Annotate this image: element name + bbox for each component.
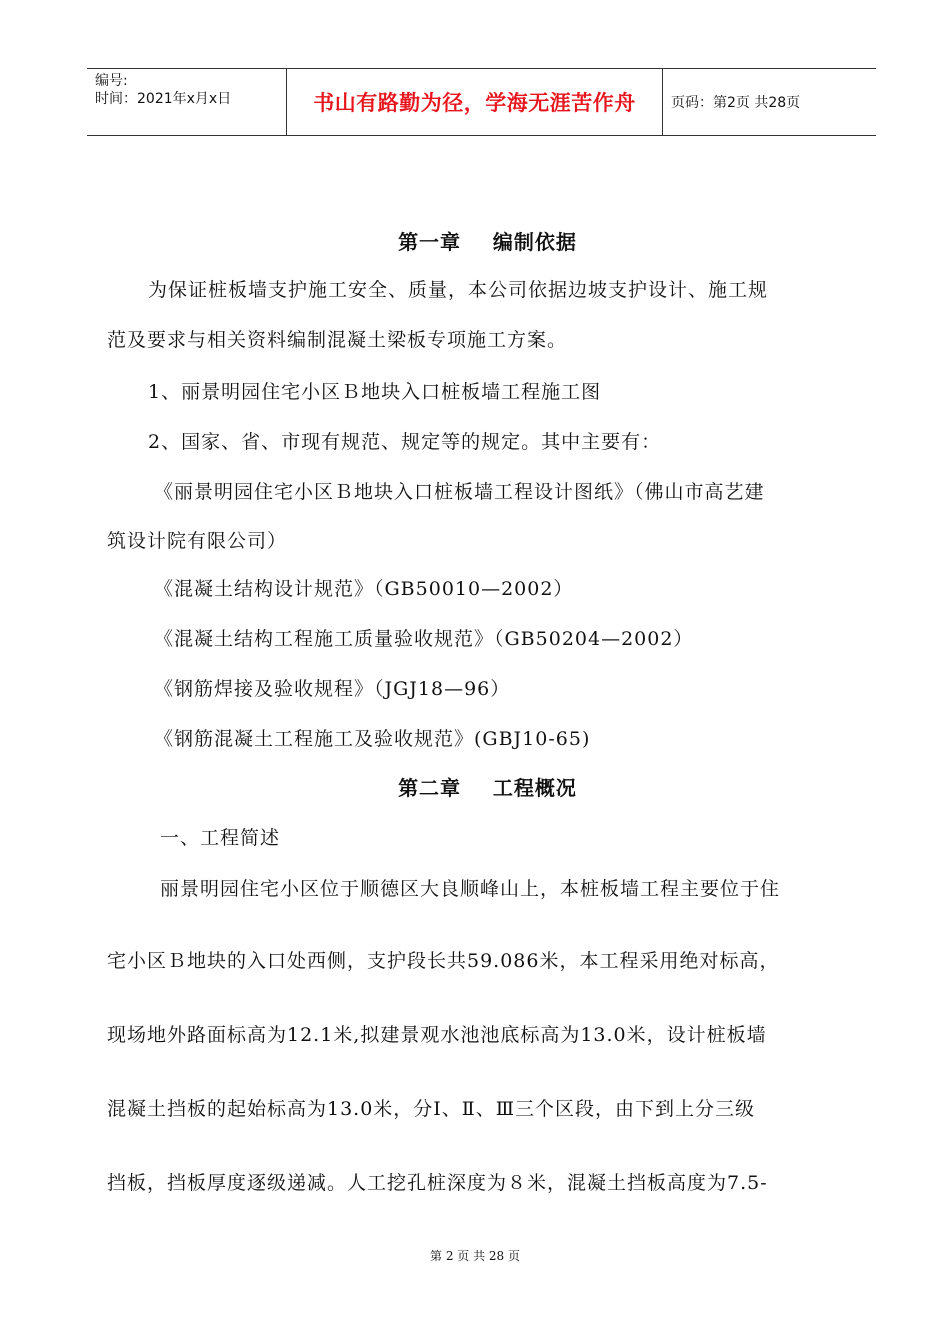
header-page-label: 页码：第2页 共28页 bbox=[671, 95, 801, 111]
reference-line: 《钢筋混凝土工程施工及验收规范》(GBJ10-65) bbox=[154, 728, 591, 750]
section-heading: 一、工程简述 bbox=[160, 827, 281, 849]
reference-line: 《丽景明园住宅小区Ｂ地块入口桩板墙工程设计图纸》（佛山市高艺建 bbox=[154, 481, 765, 503]
paragraph-line: 宅小区Ｂ地块的入口处西侧，支护段长共59.086米，本工程采用绝对标高， bbox=[107, 950, 780, 972]
reference-line: 《混凝土结构工程施工质量验收规范》（GB50204—2002） bbox=[154, 628, 694, 650]
document-time-label: 时间：2021年x月x日 bbox=[95, 91, 232, 107]
reference-line: 《混凝土结构设计规范》（GB50010—2002） bbox=[154, 578, 574, 600]
list-item: 1、丽景明园住宅小区Ｂ地块入口桩板墙工程施工图 bbox=[148, 381, 602, 403]
page-header bbox=[87, 68, 876, 136]
header-motto-cell bbox=[287, 69, 663, 135]
paragraph-line: 现场地外路面标高为12.1米,拟建景观水池池底标高为13.0米，设计桩板墙 bbox=[107, 1024, 767, 1046]
header-page-cell bbox=[663, 69, 876, 135]
reference-line: 筑设计院有限公司） bbox=[107, 530, 288, 552]
chapter-2-title: 第二章 工程概况 bbox=[398, 776, 577, 800]
paragraph-line: 混凝土挡板的起始标高为13.0米，分Ⅰ、Ⅱ、Ⅲ三个区段，由下到上分三级 bbox=[107, 1098, 756, 1120]
page-footer: 第 2 页 共 28 页 bbox=[430, 1249, 520, 1263]
reference-line: 《钢筋焊接及验收规程》（JGJ18—96） bbox=[154, 678, 511, 700]
header-motto: 书山有路勤为径，学海无涯苦作舟 bbox=[313, 91, 636, 115]
paragraph-line: 丽景明园住宅小区位于顺德区大良顺峰山上，本桩板墙工程主要位于住 bbox=[160, 878, 781, 900]
paragraph-line: 为保证桩板墙支护施工安全、质量，本公司依据边坡支护设计、施工规 bbox=[148, 279, 769, 301]
paragraph-line: 范及要求与相关资料编制混凝土梁板专项施工方案。 bbox=[107, 329, 568, 351]
document-number-label: 编号: bbox=[95, 73, 128, 89]
list-item: 2、国家、省、市现有规范、规定等的规定。其中主要有： bbox=[148, 431, 662, 453]
header-info-cell bbox=[87, 69, 287, 135]
paragraph-line: 挡板，挡板厚度逐级递减。人工挖孔桩深度为８米，混凝土挡板高度为7.5- bbox=[107, 1172, 768, 1194]
chapter-1-title: 第一章 编制依据 bbox=[398, 230, 577, 254]
